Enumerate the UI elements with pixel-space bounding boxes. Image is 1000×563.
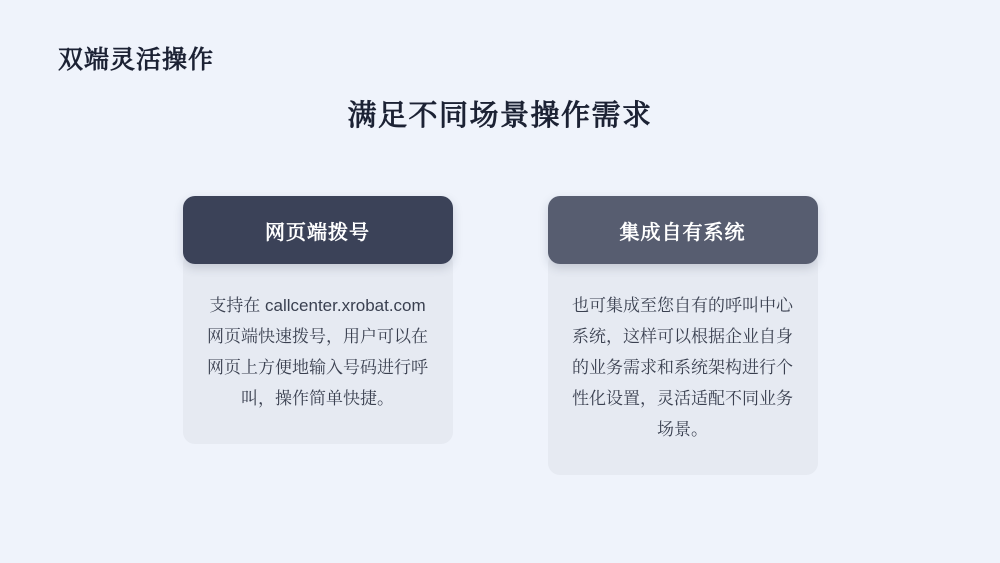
card-header-webdial: 网页端拨号 <box>183 196 453 264</box>
page-title: 满足不同场景操作需求 <box>347 100 653 132</box>
card-body-webdial: 支持在 callcenter.xrobat.com 网页端快速拨号，用户可以在网页上方便地输入号码进行呼叫，操作简单快捷。 <box>183 252 453 444</box>
card-header-integration: 集成自有系统 <box>548 196 818 264</box>
card-group <box>0 196 1000 475</box>
card-integration <box>548 196 818 475</box>
card-webdial <box>183 196 453 475</box>
card-body-integration: 也可集成至您自有的呼叫中心系统，这样可以根据企业自身的业务需求和系统架构进行个性化设置，灵活适配不同业务场景。 <box>548 252 818 475</box>
slide-kicker: 双端灵活操作 <box>58 46 215 74</box>
